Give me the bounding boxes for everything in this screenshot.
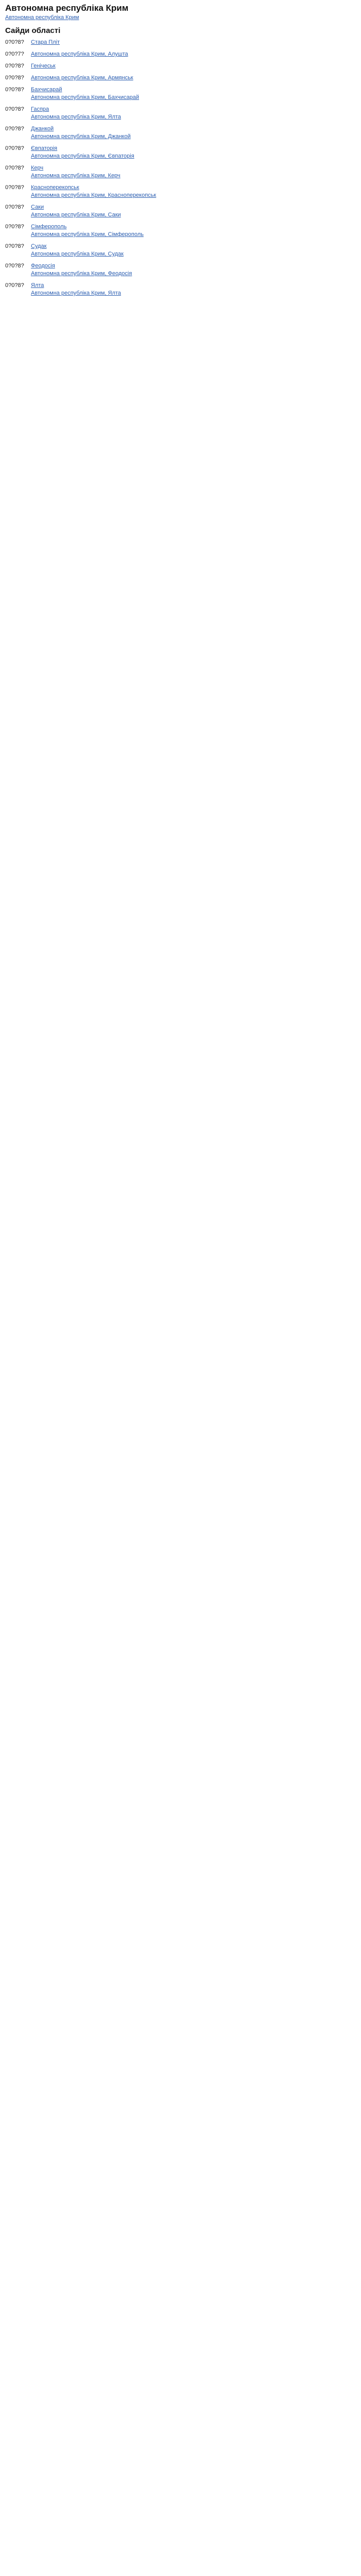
address-link[interactable]: Генічеськ: [31, 63, 56, 69]
page: [0, 0, 361, 306]
address-link[interactable]: Автономна республіка Крим, Саки: [31, 212, 121, 218]
address-link[interactable]: Феодосія: [31, 263, 55, 269]
address-row: [5, 125, 356, 141]
address-link[interactable]: Джанкой: [31, 126, 54, 132]
address-link[interactable]: Саки: [31, 204, 44, 210]
postal-code: 0?0?8?: [5, 224, 24, 230]
address-link[interactable]: Бахчисарай: [31, 87, 62, 93]
address-lines: [31, 282, 121, 297]
address-row: [5, 282, 356, 297]
address-lines: [31, 62, 56, 70]
address-row: [5, 223, 356, 239]
address-link[interactable]: Автономна республіка Крим, Судак: [31, 251, 124, 257]
address-link[interactable]: Автономна республіка Крим, Ялта: [31, 114, 121, 120]
postal-code: 0?0?8?: [5, 145, 24, 151]
address-lines: [31, 74, 133, 82]
address-link[interactable]: Автономна республіка Крим, Красноперекопськ: [31, 192, 157, 198]
page-title: Автономна республіка Крим: [5, 3, 129, 13]
address-lines: [31, 86, 139, 101]
postal-code: 0?0?8?: [5, 282, 24, 289]
postal-code: 0?0?8?: [5, 87, 24, 93]
postal-code: 0?0?8?: [5, 126, 24, 132]
address-link[interactable]: Стара Пліт: [31, 39, 60, 45]
address-link[interactable]: Керч: [31, 165, 44, 171]
address-lines: [31, 262, 132, 278]
address-row: [5, 262, 356, 278]
address-row: [5, 145, 356, 160]
address-link[interactable]: Автономна республіка Крим, Алушта: [31, 51, 128, 57]
address-lines: [31, 50, 128, 58]
address-lines: [31, 164, 121, 180]
address-row: [5, 62, 356, 70]
address-link[interactable]: Ялта: [31, 282, 44, 289]
postal-code: 0?0?8?: [5, 39, 24, 45]
address-link[interactable]: Автономна республіка Крим, Бахчисарай: [31, 94, 139, 100]
address-lines: [31, 243, 124, 258]
address-link[interactable]: Гаспра: [31, 106, 49, 112]
address-lines: [31, 145, 134, 160]
address-link[interactable]: Судак: [31, 243, 47, 249]
subtitle-link[interactable]: Автономна республіка Крим: [5, 14, 79, 21]
address-link[interactable]: Автономна республіка Крим, Керч: [31, 173, 121, 179]
address-link[interactable]: Автономна республіка Крим, Ялта: [31, 290, 121, 296]
address-row: [5, 86, 356, 101]
address-lines: [31, 184, 156, 199]
address-row: [5, 184, 356, 199]
address-row: [5, 74, 356, 82]
postal-code: 0?0?8?: [5, 106, 24, 112]
postal-code: 0?0?8?: [5, 243, 24, 249]
address-row: [5, 164, 356, 180]
postal-code: 0?0?8?: [5, 75, 24, 81]
addresses-title: Сайди області: [5, 26, 61, 35]
address-link[interactable]: Сімферополь: [31, 224, 67, 230]
address-lines: [31, 125, 131, 141]
address-link[interactable]: Автономна республіка Крим, Армянськ: [31, 75, 133, 81]
postal-code: 0?0?8?: [5, 204, 24, 210]
address-link[interactable]: Автономна республіка Крим, Джанкой: [31, 133, 131, 140]
postal-code: 0?0?8?: [5, 184, 24, 191]
postal-code: 0?0?8?: [5, 263, 24, 269]
addresses-list: [5, 39, 356, 297]
subtitle: [5, 14, 356, 22]
address-row: [5, 50, 356, 58]
address-lines: [31, 106, 121, 121]
address-lines: [31, 39, 60, 46]
address-lines: [31, 204, 121, 219]
address-row: [5, 39, 356, 46]
postal-code: 0?0?8?: [5, 63, 24, 69]
address-link[interactable]: Євпаторія: [31, 145, 58, 151]
address-row: [5, 243, 356, 258]
address-row: [5, 106, 356, 121]
postal-code: 0?0?7?: [5, 51, 24, 57]
address-row: [5, 204, 356, 219]
address-link[interactable]: Автономна республіка Крим, Євпаторія: [31, 153, 134, 159]
address-link[interactable]: Автономна республіка Крим, Сімферополь: [31, 231, 144, 238]
address-link[interactable]: Автономна республіка Крим, Феодосія: [31, 270, 132, 277]
address-lines: [31, 223, 144, 239]
address-link[interactable]: Красноперекопськ: [31, 184, 79, 191]
postal-code: 0?0?8?: [5, 165, 24, 171]
